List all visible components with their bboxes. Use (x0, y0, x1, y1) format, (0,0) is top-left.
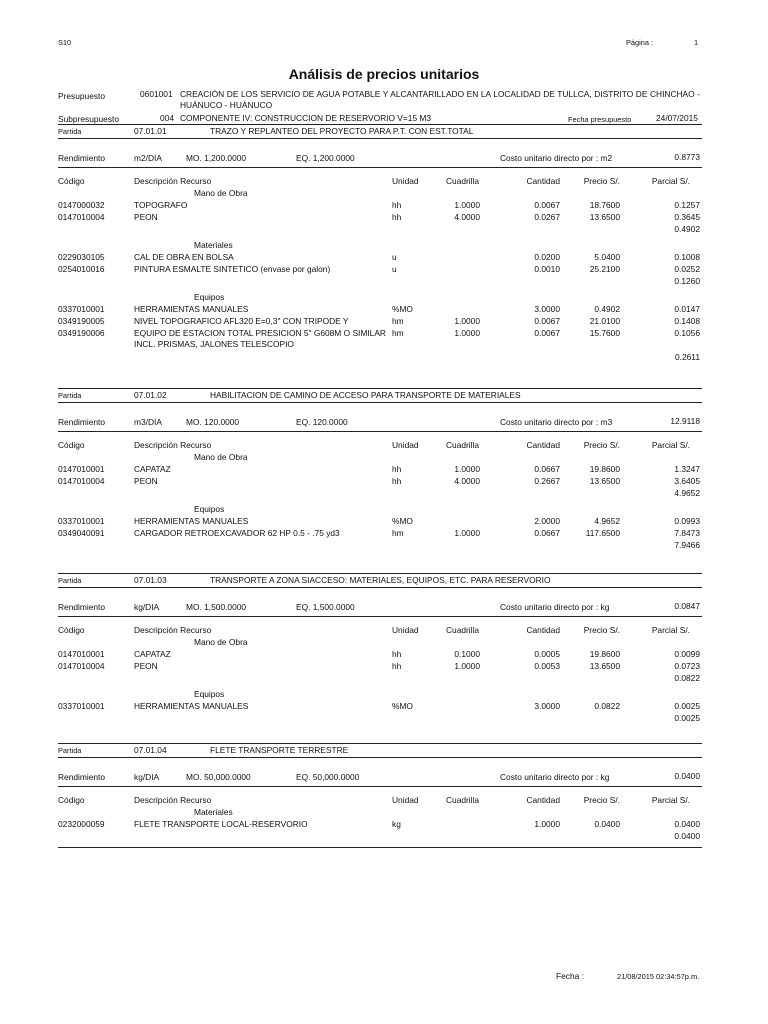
resource-parcial: 0.0025 (674, 701, 700, 711)
column-header-precio: Precio S/. (583, 176, 620, 186)
resource-description: PEON (134, 476, 158, 486)
resource-precio: 21.0100 (589, 316, 620, 326)
resource-code: 0337010001 (58, 516, 105, 526)
resource-precio: 0.4902 (594, 304, 620, 314)
resource-cuadrilla: 1.0000 (454, 661, 480, 671)
page-label: Página : (626, 38, 654, 47)
resource-unit: hh (392, 200, 402, 210)
group-subtotal: 0.2611 (675, 352, 700, 362)
partida-label: Partida (58, 127, 82, 136)
column-header-unidad: Unidad (392, 176, 419, 186)
resource-parcial: 0.0147 (674, 304, 700, 314)
resource-unit: kg (392, 819, 401, 829)
column-header-cuadrilla: Cuadrilla (446, 625, 480, 635)
resource-code: 0337010001 (58, 304, 105, 314)
group-subtotal: 0.0400 (674, 831, 700, 841)
resource-precio: 19.8600 (589, 649, 620, 659)
resource-cantidad: 0.0200 (534, 252, 560, 262)
costo-unitario-value: 0.8773 (674, 152, 700, 162)
resource-unit: u (392, 264, 397, 274)
group-subtotal: 4.9652 (674, 488, 700, 498)
fecha-presupuesto: 24/07/2015 (656, 113, 698, 123)
partida-top-divider (58, 124, 702, 125)
resource-code: 0147010004 (58, 661, 105, 671)
page-number: 1 (694, 38, 699, 47)
resource-parcial: 1.3247 (674, 464, 700, 474)
partida-description: FLETE TRANSPORTE TERRESTRE (210, 745, 349, 755)
column-header-descripcion: Descripción Recurso (134, 625, 212, 635)
column-header-precio: Precio S/. (583, 440, 620, 450)
partida-end-divider (58, 847, 702, 848)
resource-cantidad: 0.0267 (534, 212, 560, 222)
column-header-codigo: Código (58, 795, 85, 805)
presupuesto-description: CREACIÓN DE LOS SERVICIO DE AGUA POTABLE Y ALCANTARILLADO EN LA LOCALIDAD DE TULLCA, DISTRITO DE CHINCHAO - HUÁNUCO - HUÁNUCO (180, 89, 700, 110)
partida-description: HABILITACION DE CAMINO DE ACCESO PARA TRANSPORTE DE MATERIALES (210, 390, 521, 400)
resource-parcial: 0.1056 (674, 328, 700, 338)
resource-cantidad: 2.0000 (534, 516, 560, 526)
partida-title-divider (58, 402, 702, 403)
rendimiento-divider (58, 616, 702, 617)
partida-title-divider (58, 138, 702, 139)
resource-unit: hh (392, 476, 402, 486)
resource-group-name: Mano de Obra (194, 637, 248, 647)
resource-group-name: Equipos (194, 292, 225, 302)
rendimiento-mo: MO. 50,000.0000 (186, 772, 251, 782)
resource-code: 0147010001 (58, 649, 105, 659)
costo-unitario-label: Costo unitario directo por : m2 (500, 153, 613, 163)
resource-cuadrilla: 1.0000 (454, 316, 480, 326)
resource-cuadrilla: 1.0000 (454, 328, 480, 338)
resource-unit: hm (392, 316, 404, 326)
resource-precio: 13.6500 (589, 661, 620, 671)
resource-precio: 0.0400 (594, 819, 620, 829)
rendimiento-divider (58, 786, 702, 787)
column-header-descripcion: Descripción Recurso (134, 176, 212, 186)
resource-cantidad: 1.0000 (534, 819, 560, 829)
partida-label: Partida (58, 391, 82, 400)
resource-unit: %MO (392, 516, 413, 526)
rendimiento-eq: EQ. 50,000.0000 (296, 772, 360, 782)
resource-precio: 25.2100 (589, 264, 620, 274)
rendimiento-label: Rendimiento (58, 153, 106, 163)
costo-unitario-label: Costo unitario directo por : kg (500, 602, 610, 612)
rendimiento-mo: MO. 120.0000 (186, 417, 240, 427)
resource-cuadrilla: 4.0000 (454, 476, 480, 486)
resource-precio: 4.9652 (594, 516, 620, 526)
resource-precio: 117.6500 (585, 528, 620, 538)
resource-cantidad: 0.0067 (534, 316, 560, 326)
resource-parcial: 3.6405 (674, 476, 700, 486)
column-header-cantidad: Cantidad (526, 440, 560, 450)
partida-label: Partida (58, 576, 82, 585)
subpresupuesto-label: Subpresupuesto (58, 114, 119, 124)
resource-cantidad: 0.2667 (534, 476, 560, 486)
column-header-codigo: Código (58, 176, 85, 186)
resource-description: EQUIPO DE ESTACION TOTAL PRESICION 5" G608M O SIMILAR INCL. PRISMAS, JALONES TELESCOPIO (134, 328, 386, 349)
partida-description: TRANSPORTE A ZONA SIACCESO: MATERIALES, EQUIPOS, ETC. PARA RESERVORIO (210, 575, 551, 585)
resource-group-name: Materiales (194, 807, 233, 817)
resource-unit: hm (392, 528, 404, 538)
group-subtotal: 0.0822 (674, 673, 700, 683)
group-subtotal: 7.9466 (674, 540, 700, 550)
partida-code: 07.01.01 (134, 126, 167, 136)
resource-parcial: 0.0993 (674, 516, 700, 526)
resource-cuadrilla: 0.1000 (454, 649, 480, 659)
resource-precio: 19.8600 (589, 464, 620, 474)
resource-description: HERRAMIENTAS MANUALES (134, 516, 249, 526)
column-header-cantidad: Cantidad (526, 625, 560, 635)
group-subtotal: 0.0025 (674, 713, 700, 723)
resource-parcial: 0.1408 (674, 316, 700, 326)
rendimiento-eq: EQ. 1,500.0000 (296, 602, 355, 612)
column-header-unidad: Unidad (392, 795, 419, 805)
resource-code: 0147010004 (58, 476, 105, 486)
column-header-precio: Precio S/. (583, 625, 620, 635)
resource-parcial: 0.1008 (674, 252, 700, 262)
rendimiento-label: Rendimiento (58, 772, 106, 782)
costo-unitario-label: Costo unitario directo por : m3 (500, 417, 613, 427)
resource-description: HERRAMIENTAS MANUALES (134, 701, 249, 711)
rendimiento-mo: MO. 1,200.0000 (186, 153, 247, 163)
rendimiento-divider (58, 167, 702, 168)
group-subtotal: 0.4902 (674, 224, 700, 234)
resource-parcial: 0.1257 (674, 200, 700, 210)
resource-parcial: 0.0723 (674, 661, 700, 671)
resource-description: NIVEL TOPOGRAFICO AFL320 E=0,3" CON TRIPODE Y (134, 316, 349, 326)
resource-precio: 15.7600 (589, 328, 620, 338)
resource-description: CAL DE OBRA EN BOLSA (134, 252, 234, 262)
costo-unitario-value: 12.9118 (670, 416, 700, 426)
column-header-codigo: Código (58, 625, 85, 635)
resource-code: 0147000032 (58, 200, 105, 210)
fecha-presupuesto-label: Fecha presupuesto (568, 115, 632, 124)
resource-code: 0349190005 (58, 316, 105, 326)
resource-cantidad: 3.0000 (534, 701, 560, 711)
resource-unit: u (392, 252, 397, 262)
column-header-unidad: Unidad (392, 625, 419, 635)
rendimiento-unit: kg/DIA (134, 602, 160, 612)
resource-parcial: 7.8473 (674, 528, 700, 538)
group-subtotal: 0.1260 (674, 276, 700, 286)
column-header-parcial: Parcial S/. (651, 625, 690, 635)
column-header-descripcion: Descripción Recurso (134, 795, 212, 805)
resource-cantidad: 0.0667 (534, 528, 560, 538)
column-header-cuadrilla: Cuadrilla (446, 176, 480, 186)
column-header-descripcion: Descripción Recurso (134, 440, 212, 450)
partida-label: Partida (58, 746, 82, 755)
resource-precio: 0.0822 (594, 701, 620, 711)
resource-group-name: Equipos (194, 504, 225, 514)
partida-top-divider (58, 573, 702, 574)
column-header-cantidad: Cantidad (526, 176, 560, 186)
presupuesto-label: Presupuesto (58, 91, 106, 101)
resource-description: CARGADOR RETROEXCAVADOR 62 HP 0.5 - .75 yd3 (134, 528, 340, 538)
resource-description: CAPATAZ (134, 464, 171, 474)
resource-description: FLETE TRANSPORTE LOCAL-RESERVORIO (134, 819, 308, 829)
resource-cuadrilla: 1.0000 (454, 528, 480, 538)
resource-cuadrilla: 4.0000 (454, 212, 480, 222)
partida-top-divider (58, 743, 702, 744)
footer-fecha: 21/08/2015 02:34:57p.m. (617, 972, 700, 981)
rendimiento-eq: EQ. 1,200.0000 (296, 153, 355, 163)
partida-code: 07.01.03 (134, 575, 167, 585)
resource-unit: hh (392, 212, 402, 222)
column-header-codigo: Código (58, 440, 85, 450)
resource-code: 0147010001 (58, 464, 105, 474)
resource-code: 0349040091 (58, 528, 105, 538)
partida-title-divider (58, 757, 702, 758)
column-header-precio: Precio S/. (583, 795, 620, 805)
resource-code: 0254010016 (58, 264, 105, 274)
resource-cantidad: 0.0005 (534, 649, 560, 659)
column-header-parcial: Parcial S/. (651, 440, 690, 450)
costo-unitario-value: 0.0847 (674, 601, 700, 611)
column-header-cantidad: Cantidad (526, 795, 560, 805)
resource-description: PEON (134, 212, 158, 222)
resource-unit: hh (392, 649, 402, 659)
resource-precio: 5.0400 (594, 252, 620, 262)
resource-group-name: Materiales (194, 240, 233, 250)
resource-code: 0349190006 (58, 328, 105, 338)
resource-precio: 13.6500 (589, 212, 620, 222)
resource-unit: %MO (392, 304, 413, 314)
resource-cantidad: 0.0010 (534, 264, 560, 274)
rendimiento-unit: kg/DIA (134, 772, 160, 782)
resource-description: PEON (134, 661, 158, 671)
subpresupuesto-description: COMPONENTE IV: CONSTRUCCION DE RESERVORIO V=15 M3 (180, 113, 432, 123)
column-header-cuadrilla: Cuadrilla (446, 440, 480, 450)
resource-description: PINTURA ESMALTE SINTETICO (envase por galon) (134, 264, 331, 274)
rendimiento-eq: EQ. 120.0000 (296, 417, 348, 427)
page-title: Análisis de precios unitarios (288, 66, 480, 82)
resource-description: HERRAMIENTAS MANUALES (134, 304, 249, 314)
partida-description: TRAZO Y REPLANTEO DEL PROYECTO PARA P.T. CON EST.TOTAL (210, 126, 474, 136)
system-label: S10 (58, 38, 72, 47)
resource-group-name: Mano de Obra (194, 188, 248, 198)
column-header-parcial: Parcial S/. (651, 795, 690, 805)
resource-unit: hh (392, 464, 402, 474)
resource-code: 0229030105 (58, 252, 105, 262)
resource-unit: hh (392, 661, 402, 671)
resource-description: CAPATAZ (134, 649, 171, 659)
resource-parcial: 0.0099 (674, 649, 700, 659)
resource-description: TOPOGRAFO (134, 200, 188, 210)
resource-cantidad: 0.0053 (534, 661, 560, 671)
partida-title-divider (58, 587, 702, 588)
rendimiento-unit: m3/DIA (134, 417, 162, 427)
resource-unit: hm (392, 328, 404, 338)
resource-code: 0147010004 (58, 212, 105, 222)
partida-code: 07.01.02 (134, 390, 167, 400)
footer-fecha-label: Fecha : (556, 971, 584, 981)
column-header-cuadrilla: Cuadrilla (446, 795, 480, 805)
partida-top-divider (58, 388, 702, 389)
resource-code: 0232000059 (58, 819, 105, 829)
resource-cantidad: 0.0667 (534, 464, 560, 474)
resource-cantidad: 0.0067 (534, 328, 560, 338)
rendimiento-label: Rendimiento (58, 417, 106, 427)
partida-code: 07.01.04 (134, 745, 167, 755)
rendimiento-divider (58, 431, 702, 432)
subpresupuesto-code: 004 (160, 113, 174, 123)
costo-unitario-label: Costo unitario directo por : kg (500, 772, 610, 782)
resource-cantidad: 3.0000 (534, 304, 560, 314)
resource-group-name: Mano de Obra (194, 452, 248, 462)
rendimiento-mo: MO. 1,500.0000 (186, 602, 247, 612)
costo-unitario-value: 0.0400 (674, 771, 700, 781)
presupuesto-code: 0601001 (140, 89, 173, 99)
resource-parcial: 0.3645 (674, 212, 700, 222)
resource-precio: 13.6500 (589, 476, 620, 486)
column-header-unidad: Unidad (392, 440, 419, 450)
resource-parcial: 0.0252 (674, 264, 700, 274)
column-header-parcial: Parcial S/. (651, 176, 690, 186)
resource-group-name: Equipos (194, 689, 225, 699)
rendimiento-unit: m2/DIA (134, 153, 162, 163)
resource-precio: 18.7600 (589, 200, 620, 210)
resource-unit: %MO (392, 701, 413, 711)
resource-parcial: 0.0400 (674, 819, 700, 829)
resource-cuadrilla: 1.0000 (454, 464, 480, 474)
resource-code: 0337010001 (58, 701, 105, 711)
resource-cantidad: 0.0067 (534, 200, 560, 210)
resource-cuadrilla: 1.0000 (454, 200, 480, 210)
rendimiento-label: Rendimiento (58, 602, 106, 612)
